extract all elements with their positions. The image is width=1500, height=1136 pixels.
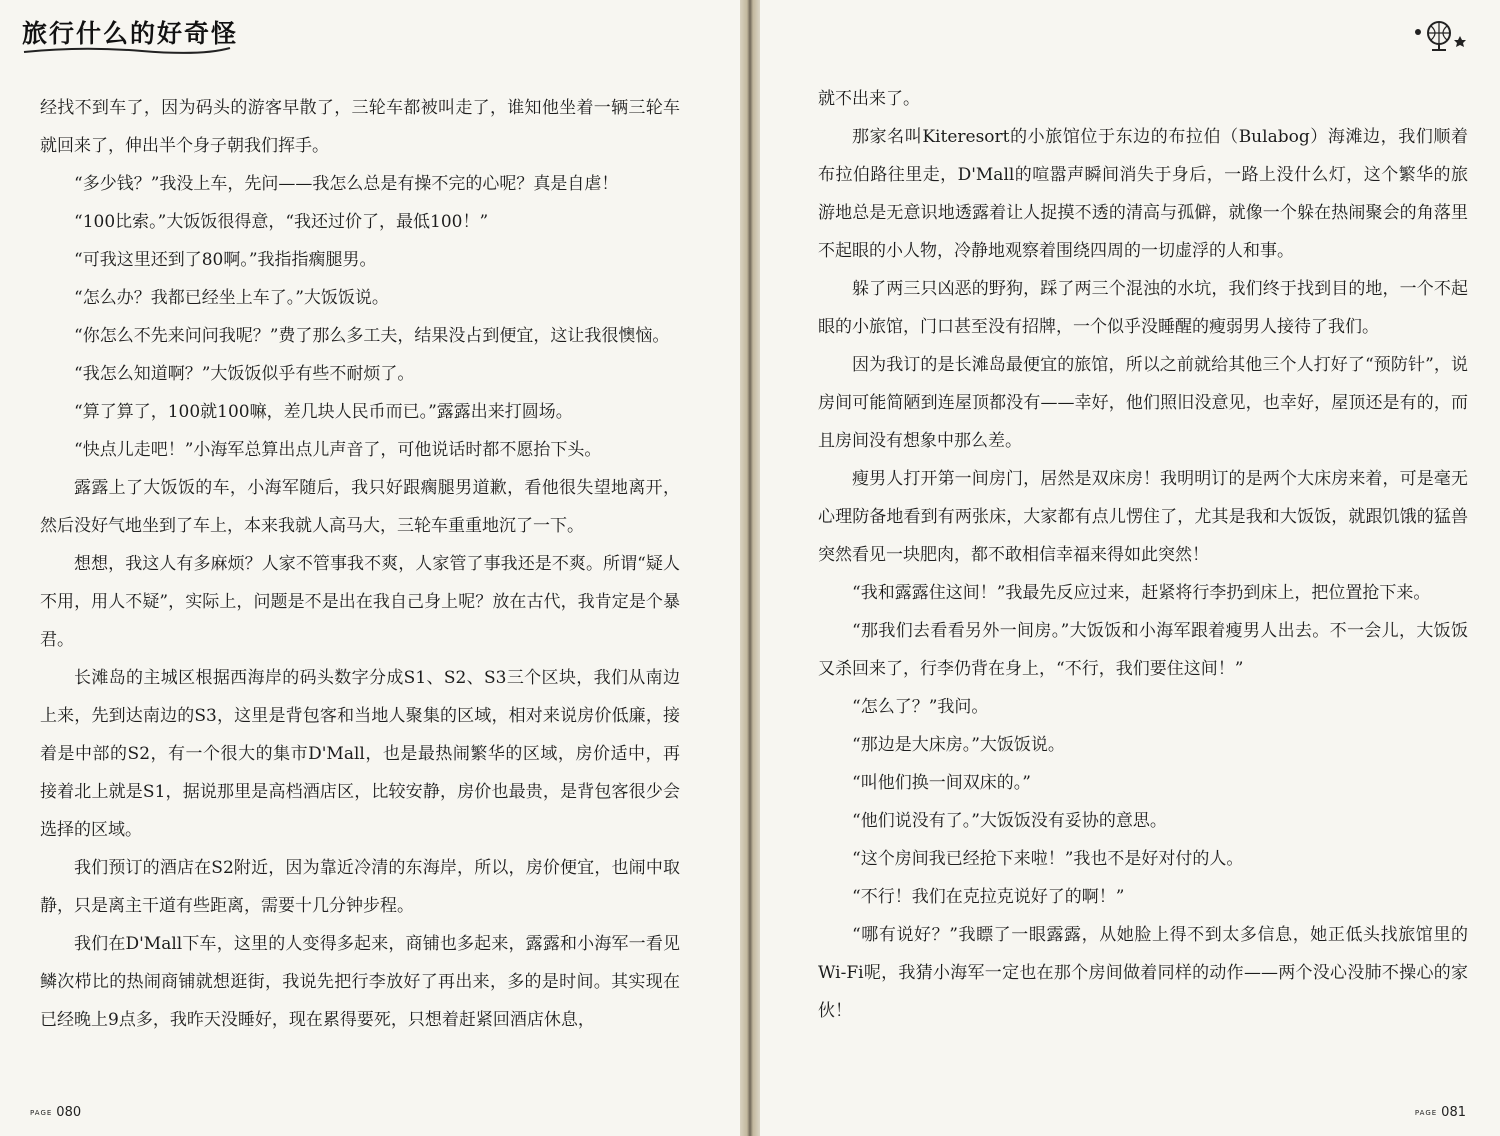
paragraph: “不行！我们在克拉克说好了的啊！” bbox=[852, 887, 1125, 907]
paragraph: “100比索。”大饭饭很得意，“我还过价了，最低100！” bbox=[74, 212, 489, 232]
right-page-body bbox=[818, 80, 1468, 1030]
paragraph: “这个房间我已经抢下来啦！”我也不是好对付的人。 bbox=[852, 849, 1244, 869]
page-number: 080 bbox=[56, 1105, 82, 1120]
folio-label: PAGE bbox=[30, 1109, 53, 1117]
paragraph: “叫他们换一间双床的。” bbox=[852, 773, 1031, 793]
paragraph: 因为我订的是长滩岛最便宜的旅馆，所以之前就给其他三个人打好了“预防针”，说房间可能简陋到连屋顶都没有——幸好，他们照旧没意见，也幸好，屋顶还是有的，而且房间没有想象中那么差。 bbox=[818, 355, 1468, 451]
paragraph: 我们预订的酒店在S2附近，因为靠近冷清的东海岸，所以，房价便宜，也闹中取静，只是离主干道有些距离，需要十几分钟步程。 bbox=[40, 858, 680, 916]
paragraph: “怎么办？我都已经坐上车了。”大饭饭说。 bbox=[74, 288, 389, 308]
paragraph: 那家名叫Kiteresort的小旅馆位于东边的布拉伯（Bulabog）海滩边，我们顺着布拉伯路往里走，D'Mall的喧嚣声瞬间消失于身后，一路上没什么灯，这个繁华的旅游地总是无意识地透露着让人捉摸不透的清高与孤僻，就像一个躲在热闹聚会的角落里不起眼的小人物，冷静地观察着围绕四周的一切虚浮的人和事。 bbox=[818, 127, 1468, 261]
paragraph: 露露上了大饭饭的车，小海军随后，我只好跟瘸腿男道歉，看他很失望地离开，然后没好气地坐到了车上，本来我就人高马大，三轮车重重地沉了一下。 bbox=[40, 478, 680, 536]
paragraph: “那我们去看看另外一间房。”大饭饭和小海军跟着瘦男人出去。不一会儿，大饭饭又杀回来了，行李仍背在身上，“不行，我们要住这间！” bbox=[818, 621, 1468, 679]
paragraph: “可我这里还到了80啊。”我指指瘸腿男。 bbox=[74, 250, 377, 270]
paragraph: “怎么了？”我问。 bbox=[852, 697, 989, 717]
left-page bbox=[0, 0, 740, 1136]
paragraph: “多少钱？”我没上车，先问——我怎么总是有操不完的心呢？真是自虐！ bbox=[74, 174, 619, 194]
paragraph: 我们在D'Mall下车，这里的人变得多起来，商铺也多起来，露露和小海军一看见鳞次栉比的热闹商铺就想逛街，我说先把行李放好了再出来，多的是时间。其实现在已经晚上9点多，我昨天没睡好，现在累得要死，只想着赶紧回酒店休息， bbox=[40, 934, 680, 1030]
paragraph: “那边是大床房。”大饭饭说。 bbox=[852, 735, 1065, 755]
left-page-body bbox=[40, 89, 680, 1039]
title-underline-swoosh bbox=[22, 44, 232, 56]
right-page bbox=[760, 0, 1500, 1136]
paragraph: “我和露露住这间！”我最先反应过来，赶紧将行李扔到床上，把位置抢下来。 bbox=[852, 583, 1431, 603]
globe-icon bbox=[1408, 14, 1468, 54]
paragraph: 想想，我这人有多麻烦？人家不管事我不爽，人家管了事我还是不爽。所谓“疑人不用，用人不疑”，实际上，问题是不是出在我自己身上呢？放在古代，我肯定是个暴君。 bbox=[40, 554, 680, 650]
paragraph: 瘦男人打开第一间房门，居然是双床房！我明明订的是两个大床房来着，可是毫无心理防备地看到有两张床，大家都有点儿愣住了，尤其是我和大饭饭，就跟饥饿的猛兽突然看见一块肥肉，都不敢相信幸福来得如此突然！ bbox=[818, 469, 1468, 565]
paragraph: 就不出来了。 bbox=[818, 89, 920, 109]
paragraph: “哪有说好？”我瞟了一眼露露，从她脸上得不到太多信息，她正低头找旅馆里的Wi-Fi呢，我猜小海军一定也在那个房间做着同样的动作——两个没心没肺不操心的家伙！ bbox=[818, 925, 1468, 1021]
paragraph: “快点儿走吧！”小海军总算出点儿声音了，可他说话时都不愿抬下头。 bbox=[74, 440, 602, 460]
paragraph: “他们说没有了。”大饭饭没有妥协的意思。 bbox=[852, 811, 1167, 831]
page-folio-left bbox=[30, 1105, 81, 1120]
paragraph: 经找不到车了，因为码头的游客早散了，三轮车都被叫走了，谁知他坐着一辆三轮车就回来了，伸出半个身子朝我们挥手。 bbox=[40, 98, 680, 156]
page-folio-right bbox=[1415, 1105, 1466, 1120]
page-number: 081 bbox=[1441, 1105, 1466, 1120]
paragraph: “我怎么知道啊？”大饭饭似乎有些不耐烦了。 bbox=[74, 364, 415, 384]
folio-label: PAGE bbox=[1414, 1109, 1438, 1117]
book-title: 旅行什么的好奇怪 bbox=[22, 19, 239, 48]
paragraph: 躲了两三只凶恶的野狗，踩了两三个混浊的水坑，我们终于找到目的地，一个不起眼的小旅馆，门口甚至没有招牌，一个似乎没睡醒的瘦弱男人接待了我们。 bbox=[818, 279, 1468, 337]
paragraph: 长滩岛的主城区根据西海岸的码头数字分成S1、S2、S3三个区块，我们从南边上来，先到达南边的S3，这里是背包客和当地人聚集的区域，相对来说房价低廉，接着是中部的S2，有一个很大的集市D'Mall，也是最热闹繁华的区域，房价适中，再接着北上就是S1，据说那里是高档酒店区，比较安静，房价也最贵，是背包客很少会选择的区域。 bbox=[40, 668, 680, 840]
book-gutter bbox=[740, 0, 760, 1136]
paragraph: “算了算了，100就100嘛，差几块人民币而已。”露露出来打圆场。 bbox=[74, 402, 573, 422]
paragraph: “你怎么不先来问问我呢？”费了那么多工夫，结果没占到便宜，这让我很懊恼。 bbox=[74, 326, 670, 346]
